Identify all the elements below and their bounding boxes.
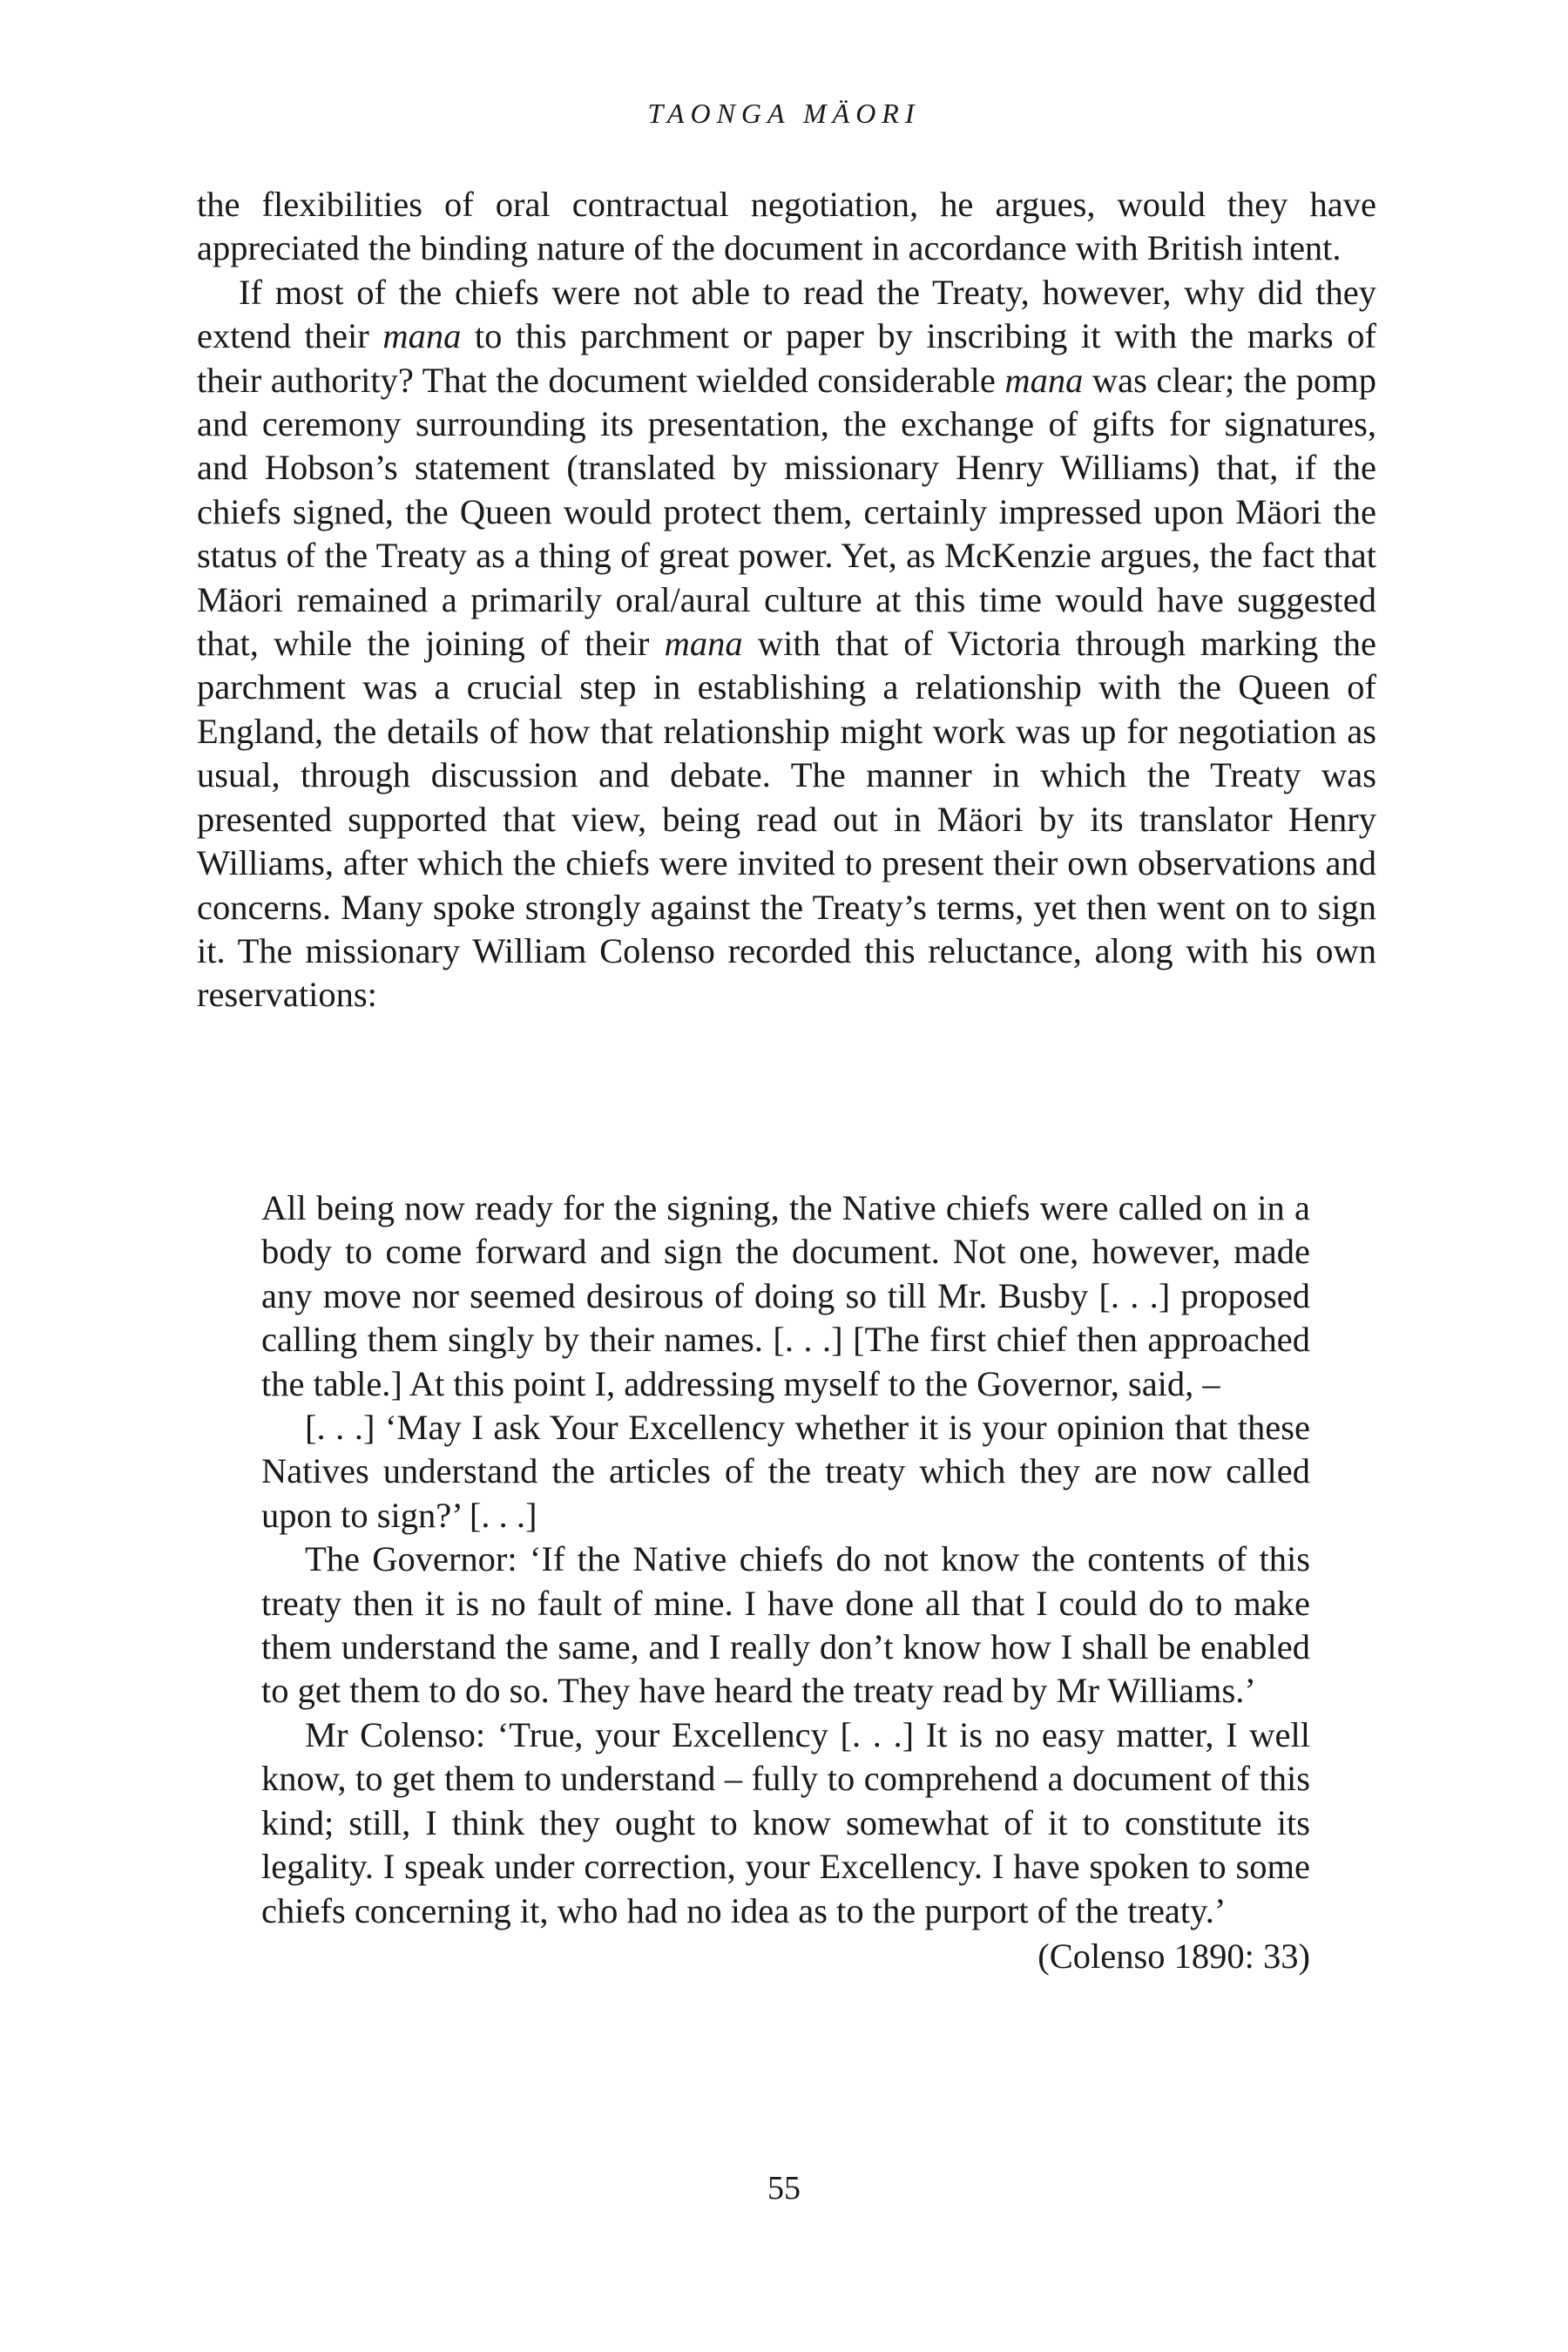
quote-paragraph: All being now ready for the signing, the Native chiefs were called on in a body to come forward and sign the document. Not one, however, made any move nor seemed desirous of doing so till Mr. Busby [. . .] proposed calling them singly by their names. [. . .] [The first chief then approached the table.] At this point I, addressing myself to the Governor, said, – xyxy=(261,1188,1310,1403)
quote-paragraph: [. . .] ‘May I ask Your Excellency whether it is your opinion that these Natives understand the articles of the treaty which they are now called upon to sign?’ [. . .] xyxy=(261,1408,1310,1535)
text-segment: was clear; the pomp and ceremony surrounding its presentation, the exchange of gifts for signatures, and Hobson’s statement (translated by missionary Henry Williams) that, if the chiefs signed, the Queen would protect them, certainly impressed upon Mäori the status of the Treaty as a thing of great power. Yet, as McKenzie argues, the fact that Mäori remained a primarily oral/aural culture at this time would have suggested that, while the joining of their xyxy=(197,360,1376,664)
italic-term: mana xyxy=(382,316,462,356)
quote-paragraph: Mr Colenso: ‘True, your Excellency [. . .] It is no easy matter, I well know, to get them to understand – fully to comprehend a document of this kind; still, I think they ought to know somewhat of it to constitute its legality. I speak under correction, your Excellency. I have spoken to some chiefs concerning it, who had no idea as to the purport of the treaty.’ xyxy=(261,1714,1310,1930)
italic-term: mana xyxy=(1004,360,1084,400)
paragraph-treaty-mana xyxy=(197,271,1376,1017)
quote-citation: (Colenso 1890: 33) xyxy=(1037,1936,1310,1976)
body-text xyxy=(197,183,1376,1017)
quote-paragraph: The Governor: ‘If the Native chiefs do not know the contents of this treaty then it is no fault of mine. I have done all that I could do to make them understand the same, and I really don’t know how I shall be enabled to get them to do so. They have heard the treaty read by Mr Williams.’ xyxy=(261,1539,1310,1711)
text-segment: to this parchment or paper by inscribing it with the marks of their authority? That the document wielded considerable xyxy=(197,316,1377,400)
text-segment: with that of Victoria through marking the parchment was a crucial step in establishing a relationship with the Queen of England, the details of how that relationship might work was up for negotiation as usual, through discussion and debate. The manner in which the Treaty was presented supported that view, being read out in Mäori by its translator Henry Williams, after which the chiefs were invited to present their own observations and concerns. Many spoke strongly against the Treaty’s terms, yet then went on to sign it. The missionary William Colenso recorded this reluctance, along with his own reservations: xyxy=(197,624,1376,1015)
running-head: TAONGA MÄORI xyxy=(647,98,921,129)
paragraph-continued: the flexibilities of oral contractual negotiation, he argues, would they have appreciated the binding nature of the document in accordance with British intent. xyxy=(197,185,1376,268)
text-segment: If most of the chiefs were not able to read the Treaty, however, why did they extend their xyxy=(197,272,1376,356)
block-quotation xyxy=(261,1186,1310,1978)
italic-term: mana xyxy=(664,624,743,664)
page-number: 55 xyxy=(767,2170,801,2207)
